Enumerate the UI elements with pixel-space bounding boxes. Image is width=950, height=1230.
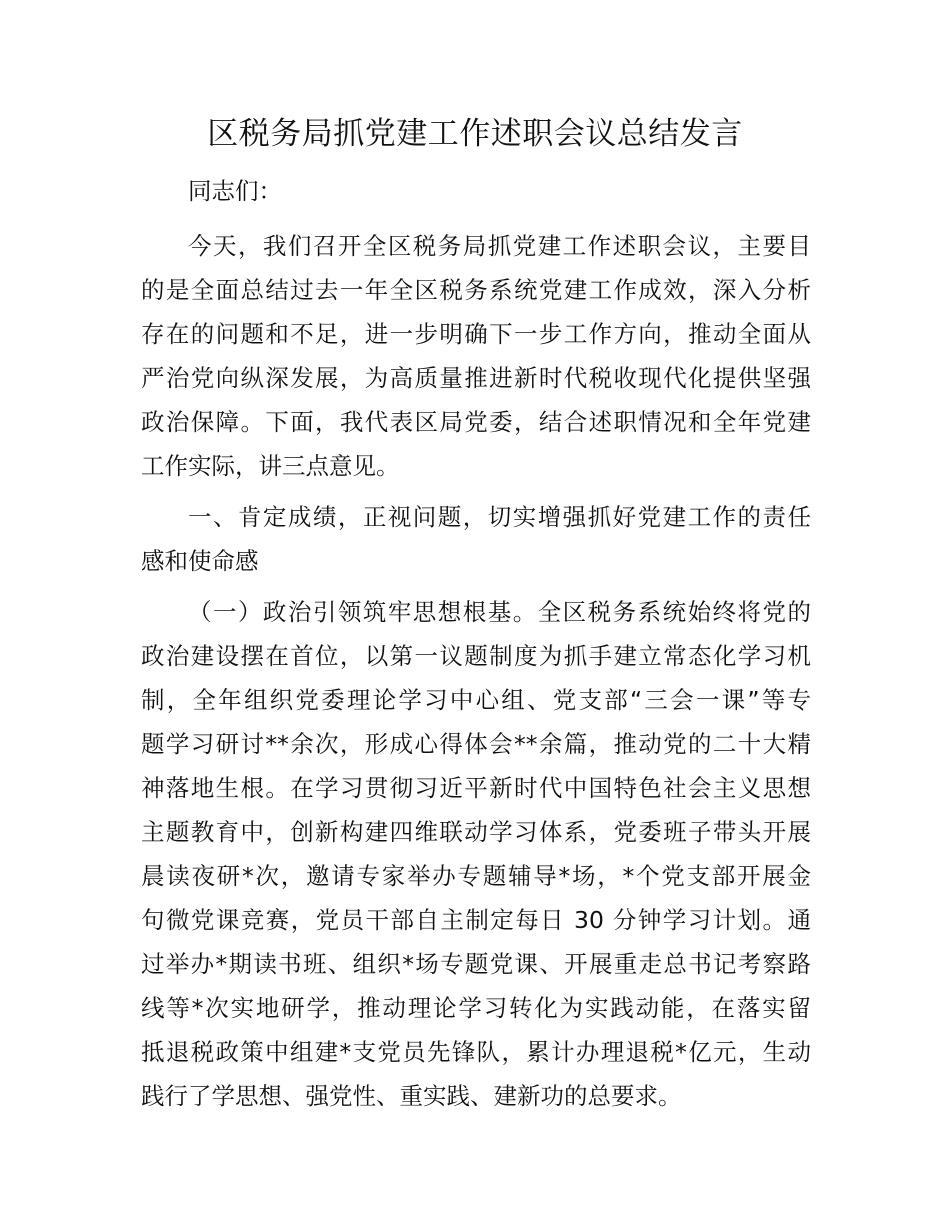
paragraph-line: 工作实际，讲三点意见。	[141, 452, 400, 480]
paragraph-line: 践行了学思想、强党性、重实践、建新功的总要求。	[141, 1082, 682, 1110]
paragraph-line: 政治保障。下面，我代表区局党委，结合述职情况和全年党建	[141, 408, 811, 436]
paragraph-line: 严治党向纵深发展，为高质量推进新时代税收现代化提供坚强	[141, 364, 811, 392]
section-heading-line: 一、肯定成绩，正视问题，切实增强抓好党建工作的责任	[188, 503, 811, 531]
paragraph-line: （一）政治引领筑牢思想根基。全区税务系统始终将党的	[188, 598, 811, 626]
paragraph-line: 主题教育中，创新构建四维联动学习体系，党委班子带头开展	[141, 818, 811, 846]
section-heading-line: 感和使命感	[141, 547, 259, 575]
paragraph-line: 神落地生根。在学习贯彻习近平新时代中国特色社会主义思想	[141, 774, 811, 802]
paragraph-line: 过举办*期读书班、组织*场专题党课、开展重走总书记考察路	[141, 950, 811, 978]
paragraph-line: 晨读夜研*次，邀请专家举办专题辅导*场，*个党支部开展金	[141, 862, 811, 890]
paragraph-line: 线等*次实地研学，推动理论学习转化为实践动能，在落实留	[141, 994, 811, 1022]
paragraph-line: 题学习研讨**余次，形成心得体会**余篇，推动党的二十大精	[141, 730, 811, 758]
paragraph-line: 存在的问题和不足，进一步明确下一步工作方向，推动全面从	[141, 320, 811, 348]
paragraph-line: 抵退税政策中组建*支党员先锋队，累计办理退税*亿元，生动	[141, 1038, 811, 1066]
salutation: 同志们：	[188, 177, 282, 205]
paragraph-line: 今天，我们召开全区税务局抓党建工作述职会议，主要目	[188, 232, 811, 260]
paragraph-line: 的是全面总结过去一年全区税务系统党建工作成效，深入分析	[141, 276, 811, 304]
paragraph-line: 制，全年组织党委理论学习中心组、党支部“三会一课”等专	[141, 686, 811, 714]
document-title: 区税务局抓党建工作述职会议总结发言	[207, 116, 743, 152]
paragraph-line: 句微党课竞赛，党员干部自主制定每日 30 分钟学习计划。通	[141, 906, 811, 934]
paragraph-line: 政治建设摆在首位，以第一议题制度为抓手建立常态化学习机	[141, 642, 811, 670]
